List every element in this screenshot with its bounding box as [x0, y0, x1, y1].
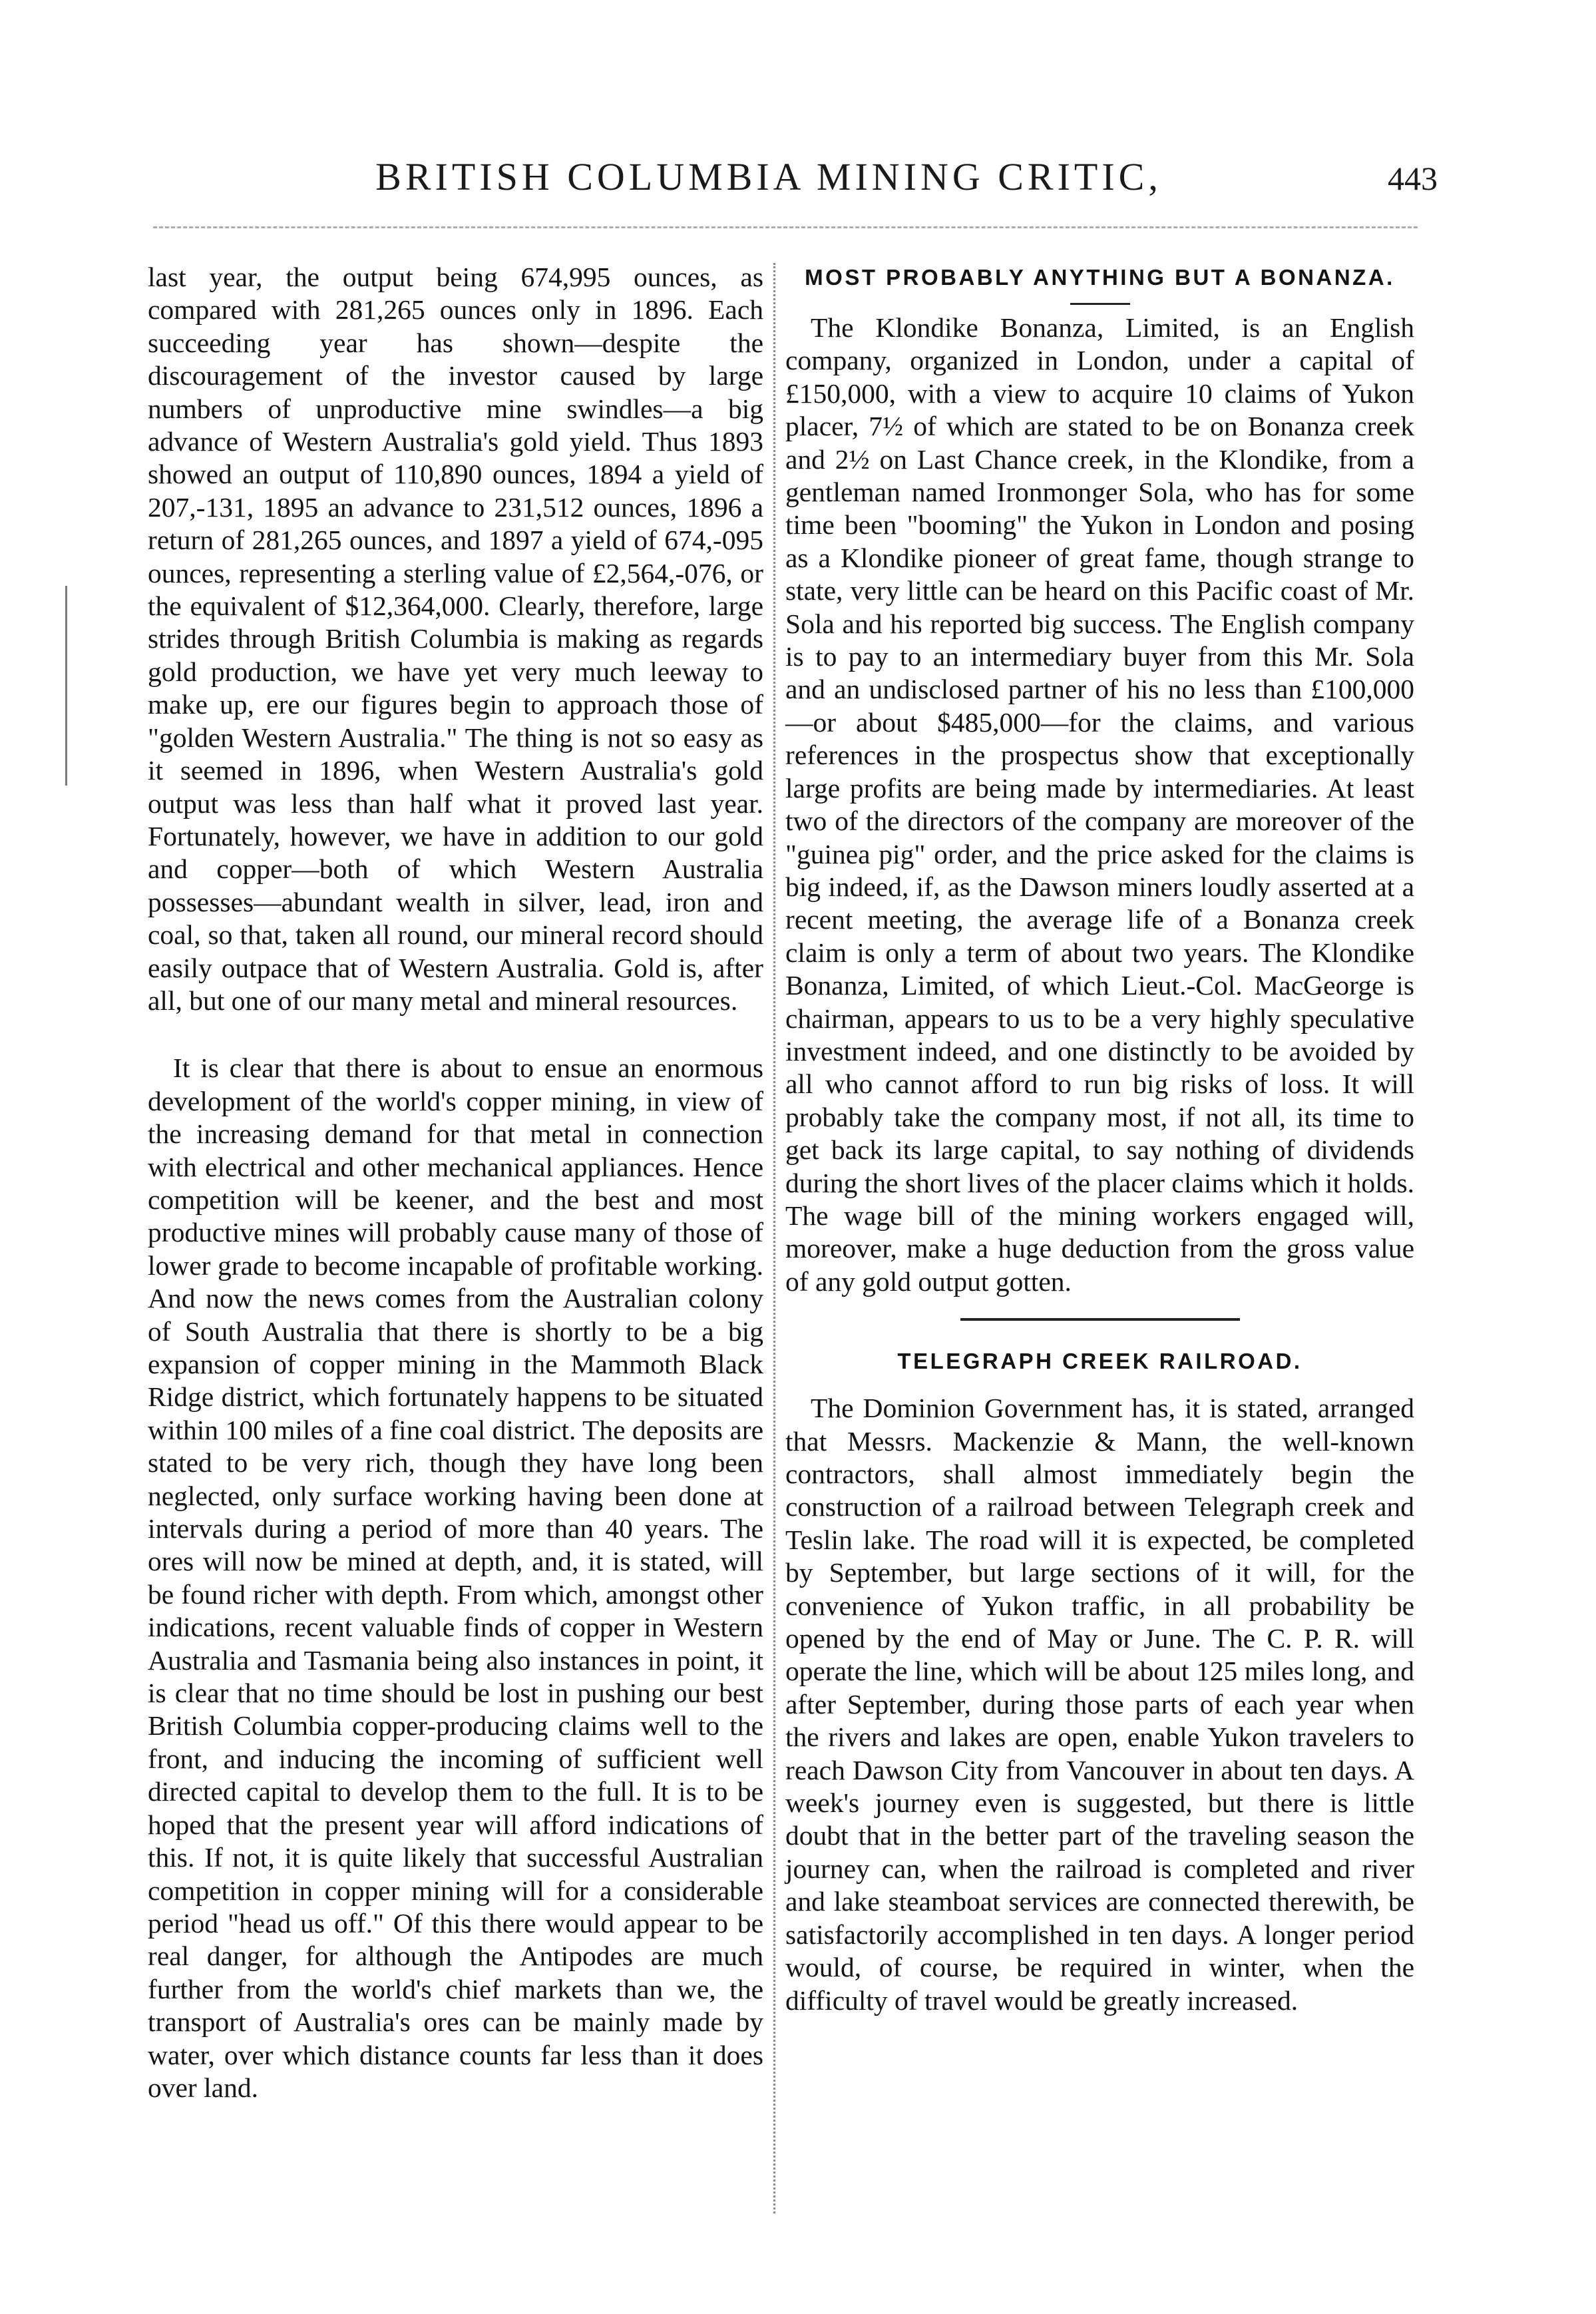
running-head	[200, 154, 1438, 199]
paragraph-copper-mining: It is clear that there is about to ensue an enormous development of the world's copper mining, in view of the increasing demand for that metal in connection with electrical and other mechanical appliances. Hence competition will be keener, and the best and most productive mines will probably cause many of those of lower grade to become incapable of profitable working. And now the news comes from the Australian colony of South Australia that there is shortly to be a big expansion of copper mining in the Mammoth Black Ridge district, which fortunately happens to be situated within 100 miles of a fine coal district. The deposits are stated to be very rich, though they have long been neglected, only surface working having been done at intervals during a period of more than 40 years. The ores will now be mined at depth, and, it is stated, will be found richer with depth. From which, amongst other indications, recent valuable finds of copper in Western Australia and Tasmania being also instances in point, it is clear that no time should be lost in pushing our best British Columbia copper-producing claims well to the front, and inducing the incoming of sufficient well directed capital to develop them to the full. It is to be hoped that the present year will afford indications of this. If not, it is quite likely that successful Australian competition in copper mining will for a considerable period "head us off." Of this there would appear to be real danger, for although the Antipodes are much further from the world's chief markets than we, the transport of Australia's ores can be mainly made by water, over which distance counts far less than it does over land.	[148, 1052, 763, 2103]
right-column	[785, 261, 1414, 2017]
article-heading-bonanza: MOST PROBABLY ANYTHING BUT A BONANZA.	[805, 265, 1395, 290]
article-heading-telegraph: TELEGRAPH CREEK RAILROAD.	[897, 1349, 1302, 1374]
header-rule	[153, 226, 1418, 228]
article-body-bonanza: The Klondike Bonanza, Limited, is an English company, organized in London, under a capital of £150,000, with a view to acquire 10 claims of Yukon placer, 7½ of which are stated to be on Bonanza creek and 2½ on Last Chance creek, in the Klondike, from a gentleman named Ironmonger Sola, who has for some time been "booming" the Yukon in London and posing as a Klondike pioneer of great fame, though strange to state, very little can be heard on this Pacific coast of Mr. Sola and his reported big success. The English company is to pay to an intermediary buyer from this Mr. Sola and an undisclosed partner of his no less than £100,000—or about $485,000—for the claims, and various references in the prospectus show that exceptionally large profits are being made by intermediaries. At least two of the directors of the company are moreover of the "guinea pig" order, and the price asked for the claims is big indeed, if, as the Dawson miners loudly asserted at a recent meeting, the average life of a Bonanza creek claim is only a term of about two years. The Klondike Bonanza, Limited, of which Lieut.-Col. MacGeorge is chairman, appears to us to be a very highly speculative investment indeed, and one distinctly to be avoided by all who cannot afford to run big risks of loss. It will probably take the company most, if not all, its time to get back its large capital, to say nothing of dividends during the short lives of the placer claims which it holds. The wage bill of the mining workers engaged will, moreover, make a huge deduction from the gross value of any gold output gotten.	[785, 312, 1414, 1297]
article-body-telegraph: The Dominion Government has, it is stated, arranged that Messrs. Mackenzie & Mann, the well-known contractors, shall almost immediately begin the construction of a railroad between Telegraph creek and Teslin lake. The road will it is expected, be completed by September, but large sections of it will, for the convenience of Yukon traffic, in all probability be opened by the end of May or June. The C. P. R. will operate the line, which will be about 125 miles long, and after September, during those parts of each year when the rivers and lakes are open, enable Yukon travelers to reach Dawson City from Vancouver in about ten days. A week's journey even is suggested, but there is little doubt that in the better part of the traveling season the journey can, when the railroad is completed and river and lake steamboat services are connected therewith, be satisfactorily accomplished in ten days. A longer period would, of course, be required in winter, when the difficulty of travel would be greatly increased.	[785, 1393, 1414, 2016]
left-column	[148, 261, 763, 2104]
paragraph-spacer	[148, 1017, 763, 1052]
paragraph-gold-output: last year, the output being 674,995 ounces, as compared with 281,265 ounces only in 1896. Each succeeding year has shown—despite the discouragement of the investor caused by large numbers of unproductive mine swindles—a big advance of Western Australia's gold yield. Thus 1893 showed an output of 110,890 ounces, 1894 a yield of 207,-131, 1895 an advance to 231,512 ounces, 1896 a return of 281,265 ounces, and 1897 a yield of 674,-095 ounces, representing a sterling value of £2,564,-076, or the equivalent of $12,364,000. Clearly, therefore, large strides through British Columbia is making as regards gold production, we have yet very much leeway to make up, ere our figures begin to approach those of "golden Western Australia." The thing is not so easy as it seemed in 1896, when Western Australia's gold output was less than half what it proved last year. Fortunately, however, we have in addition to our gold and copper—both of which Western Australia possesses—abundant wealth in silver, lead, iron and coal, so that, taken all round, our mineral record should easily outpace that of Western Australia. Gold is, after all, but one of our many metal and mineral resources.	[148, 262, 763, 1016]
margin-mark	[65, 586, 67, 786]
column-divider	[773, 263, 775, 2213]
heading-rule	[1070, 303, 1130, 305]
heading-spacer	[785, 1377, 1414, 1392]
article-separator	[960, 1318, 1240, 1321]
journal-title: BRITISH COLUMBIA MINING CRITIC,	[375, 155, 1162, 198]
page-number: 443	[1388, 160, 1438, 197]
